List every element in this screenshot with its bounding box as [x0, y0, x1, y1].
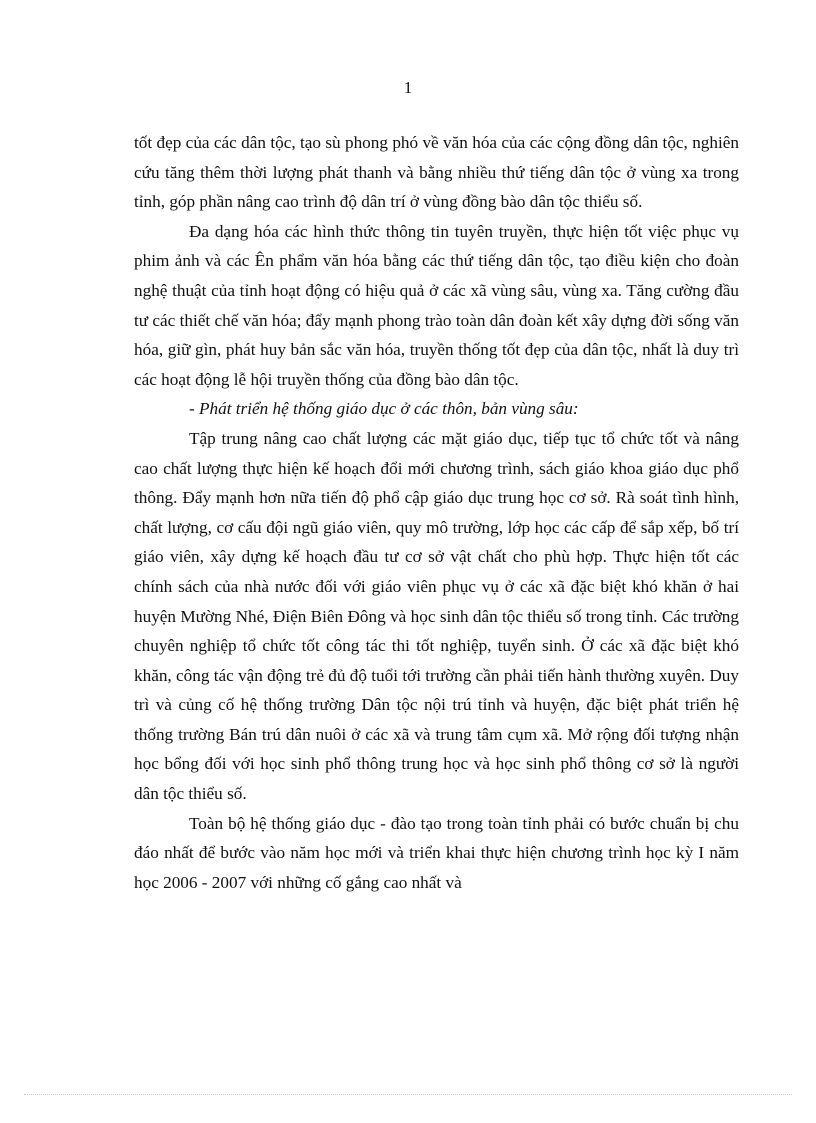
section-heading: - Phát triển hệ thống giáo dục ở các thôn, bản vùng sâu: [189, 399, 579, 419]
paragraph-1: tốt đẹp của các dân tộc, tạo sù phong phó về văn hóa của các cộng đồng dân tộc, nghiên cứu tăng thêm thời lượng phát thanh và bằng nhiều thứ tiếng dân tộc ở vùng xa trong tỉnh, góp phần nâng cao trình độ dân trí ở vùng đồng bào dân tộc thiểu số. [134, 133, 739, 212]
document-body [134, 128, 739, 897]
paragraph-4: Toàn bộ hệ thống giáo dục - đào tạo trong toàn tỉnh phải có bước chuẩn bị chu đáo nhất để bước vào năm học mới và triển khai thực hiện chương trình học kỳ I năm học 2006 - 2007 với những cố gắng cao nhất và [134, 813, 739, 892]
paragraph-2: Đa dạng hóa các hình thức thông tin tuyên truyền, thực hiện tốt việc phục vụ phim ảnh và các Ên phẩm văn hóa bằng các thứ tiếng dân tộc, tạo điều kiện cho đoàn nghệ thuật của tỉnh hoạt động có hiệu quả ở các xã vùng sâu, vùng xa. Tăng cường đầu tư các thiết chế văn hóa; đẩy mạnh phong trào toàn dân đoàn kết xây dựng đời sống văn hóa, giữ gìn, phát huy bản sắc văn hóa, truyền thống tốt đẹp của dân tộc, nhất là duy trì các hoạt động lễ hội truyền thống của đồng bào dân tộc. [134, 221, 739, 389]
page-number: 1 [403, 78, 413, 97]
page-bottom-divider [24, 1094, 792, 1095]
paragraph-3: Tập trung nâng cao chất lượng các mặt giáo dục, tiếp tục tổ chức tốt và nâng cao chất lượng thực hiện kế hoạch đổi mới chương trình, sách giáo khoa giáo dục phổ thông. Đẩy mạnh hơn nữa tiến độ phổ cập giáo dục trung học cơ sở. Rà soát tình hình, chất lượng, cơ cấu đội ngũ giáo viên, quy mô trường, lớp học các cấp để sắp xếp, bố trí giáo viên, xây dựng kế hoạch đầu tư cơ sở vật chất cho phù hợp. Thực hiện tốt các chính sách của nhà nước đối với giáo viên phục vụ ở các xã đặc biệt khó khăn ở hai huyện Mường Nhé, Điện Biên Đông và học sinh dân tộc thiểu số trong tỉnh. Các trường chuyên nghiệp tổ chức tốt công tác thi tốt nghiệp, tuyển sinh. Ở các xã đặc biệt khó khăn, công tác vận động trẻ đủ độ tuổi tới trường cần phải tiến hành thường xuyên. Duy trì và củng cố hệ thống trường Dân tộc nội trú tỉnh và huyện, đặc biệt phát triển hệ thống trường Bán trú dân nuôi ở các xã và trung tâm cụm xã. Mở rộng đối tượng nhận học bổng đối với học sinh phổ thông trung học và học sinh phổ thông cơ sở là người dân tộc thiểu số. [134, 428, 739, 804]
